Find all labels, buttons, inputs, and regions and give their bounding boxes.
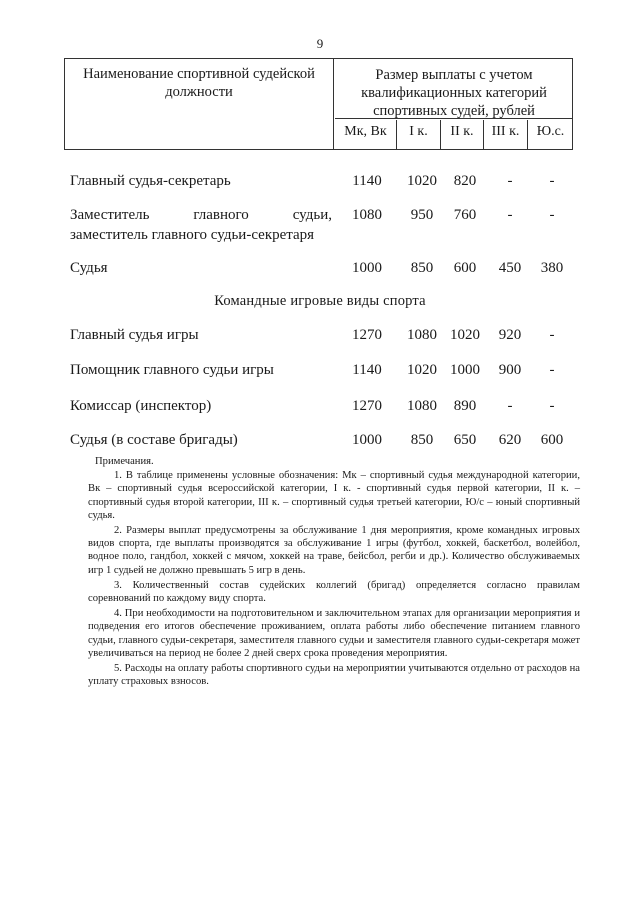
cell-cat1: 950 [410,207,434,223]
row-label: Комиссар (инспектор) [70,398,212,414]
cell-mk-vk: 1080 [352,207,382,223]
note-2: 2. Размеры выплат предусмотрены за обслуживание 1 дня мероприятия, кроме командных игровых видов спорта, где выплаты производятся за обслуживание 1 игры (футбол, хоккей, баскетбол, волейбол, водное поло, гандбол, хоккей с мячом, хоккей на траве, бейсбол, регби и др.). Количество обслуживаемых игр 1 судьей не должно превышать 5 игр в день. [88,525,580,576]
row-label: Судья (в составе бригады) [70,432,238,448]
cell-mk-vk: 1140 [352,173,382,189]
header-cat-mk-vk: Мк, Вк [335,120,397,150]
row-label: Главный судья игры [70,327,199,343]
cell-cat1: 1020 [407,362,437,378]
cell-cat2: 820 [453,173,477,189]
cell-youth: - [549,207,555,223]
row-label-line2: заместитель главного судьи-секретаря [70,227,315,243]
header-position-name: Наименование спортивной судейской должности [65,59,334,150]
cell-youth: 600 [540,432,564,448]
cell-mk-vk: 1000 [352,432,382,448]
cell-cat3: - [507,207,513,223]
header-cat-youth: Ю.с. [536,124,565,139]
note-4: 4. При необходимости на подготовительном и заключительном этапах для организации мероприятия и подведения его итогов обеспечение проживанием, оплата работы либо обеспечение питанием главного судьи, главного судьи-секретаря, заместителя главного судьи и заместителя главного судьи-секретаря может увеличиваться на период не более 2 дней сверх срока проведения мероприятия. [88,608,580,659]
notes-title: Примечания. [95,456,154,467]
header-cat-1: I к. [397,120,441,150]
section-title: Командные игровые виды спорта [214,293,426,309]
cell-mk-vk: 1270 [352,327,382,343]
cell-youth: - [549,362,555,378]
notes [88,455,580,690]
header-payment-size: Размер выплаты с учетом квалификационных категорий спортивных судей, рублей [335,59,573,119]
cell-cat1: 850 [410,260,434,276]
cell-youth: - [549,173,555,189]
table-header [64,58,573,150]
row-label-line1: Заместитель главного судьи, [70,207,332,223]
cell-cat2: 600 [453,260,477,276]
cell-cat2: 1000 [450,362,480,378]
cell-cat3: - [507,173,513,189]
header-cat-2: II к. [441,120,484,150]
cell-cat1: 850 [410,432,434,448]
cell-mk-vk: 1270 [352,398,382,414]
cell-cat3: 900 [498,362,522,378]
cell-cat3: 450 [498,260,522,276]
cell-cat3: 920 [498,327,522,343]
cell-youth: - [549,327,555,343]
row-label: Помощник главного судьи игры [70,362,274,378]
cell-cat1: 1020 [407,173,437,189]
cell-cat3: 620 [498,432,522,448]
cell-cat1: 1080 [407,398,437,414]
cell-youth: 380 [540,260,564,276]
cell-cat2: 650 [453,432,477,448]
page-number: 9 [316,36,324,51]
cell-cat2: 890 [453,398,477,414]
header-cat-3: III к. [484,120,528,150]
cell-cat2: 1020 [450,327,480,343]
cell-mk-vk: 1140 [352,362,382,378]
row-label: Судья [70,260,108,276]
note-3: 3. Количественный состав судейских коллегий (бригад) определяется согласно правилам соревнований по каждому виду спорта. [88,579,580,605]
cell-youth: - [549,398,555,414]
note-5: 5. Расходы на оплату работы спортивного судьи на мероприятии учитываются отдельно от расходов на уплату страховых взносов. [88,663,580,688]
cell-cat3: - [507,398,513,414]
cell-mk-vk: 1000 [352,260,382,276]
cell-cat1: 1080 [407,327,437,343]
note-1: 1. В таблице применены условные обозначения: Мк – спортивный судья международной категории, Вк – спортивный судья всероссийской категории, I к. - спортивный судья первой категории, II к. – спортивный судья второй категории, III к. – спортивный судья третьей категории, Ю/с – юный спортивный судья. [88,470,580,521]
cell-cat2: 760 [453,207,477,223]
row-label: Главный судья-секретарь [70,173,231,189]
